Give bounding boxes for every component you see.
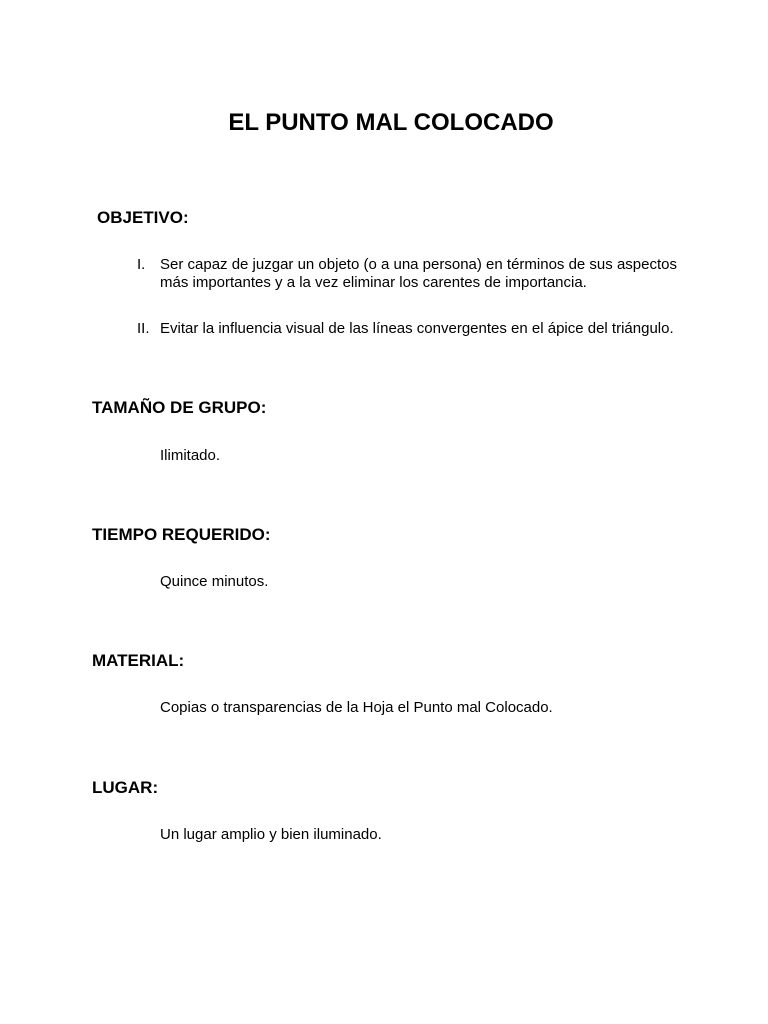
tiempo-heading: TIEMPO REQUERIDO: (92, 525, 271, 544)
objetivo-item-2-number: II. (137, 320, 150, 337)
lugar-heading: LUGAR: (92, 778, 159, 797)
lugar-text: Un lugar amplio y bien iluminado. (160, 826, 382, 843)
objetivo-item-2-text: Evitar la influencia visual de las líneas convergentes en el ápice del triángulo. (160, 320, 674, 337)
objetivo-item-2 (137, 320, 697, 338)
tamano-text: Ilimitado. (160, 447, 221, 464)
objetivo-heading: OBJETIVO: (97, 208, 189, 227)
objetivo-item-1-number: I. (137, 256, 146, 273)
tamano-heading: TAMAÑO DE GRUPO: (92, 398, 267, 417)
objetivo-item-1-text: Ser capaz de juzgar un objeto (o a una persona) en términos de sus aspectos más importantes y a la vez eliminar los carentes de importancia. (160, 256, 677, 291)
material-text: Copias o transparencias de la Hoja el Punto mal Colocado. (160, 699, 553, 716)
objetivo-item-1 (137, 256, 697, 292)
tiempo-text: Quince minutos. (160, 573, 269, 590)
document-title: EL PUNTO MAL COLOCADO (228, 109, 554, 136)
material-heading: MATERIAL: (92, 651, 185, 670)
